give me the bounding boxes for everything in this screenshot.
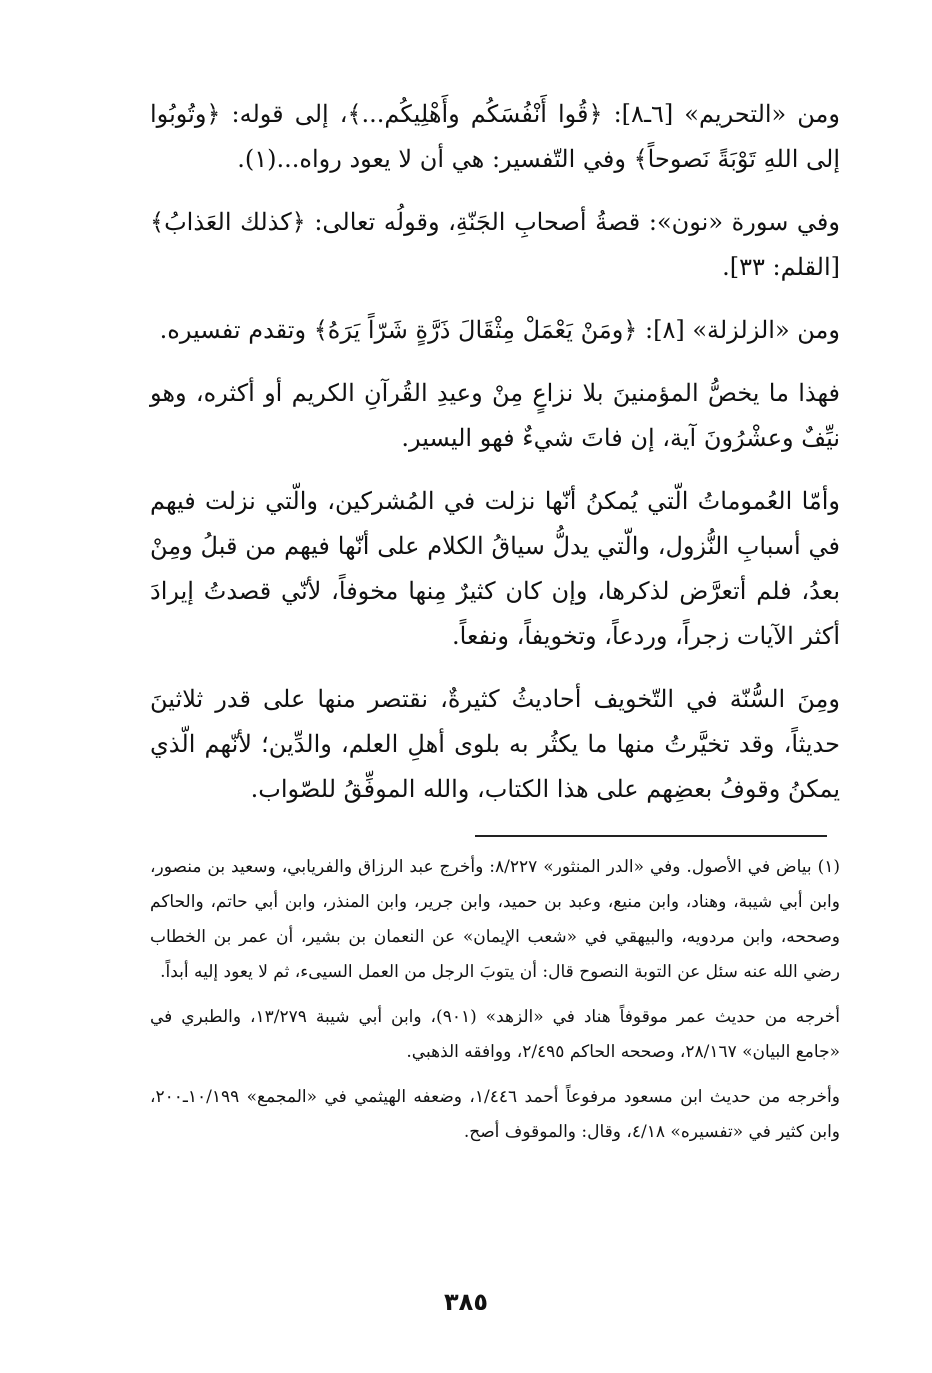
paragraph-sunnah: ومِنَ السُّنّة في التّخويف أحاديثُ كثيرةٌ، نقتصر منها على قدر ثلاثينَ حديثاً، وقد تخيَّرتُ منها ما يكثُر به بلوى أهلِ العلم، والدِّين؛ لأنّهم الّذي يمكنُ وقوفُ بعضِهم على هذا الكتاب، والله الموفِّقُ للصّواب. (150, 685, 840, 803)
paragraph-nun: وفي سورة «نون»: قصةُ أصحابِ الجَنّةِ، وقولُه تعالى: ﴿كذلك العَذابُ﴾ [القلم: ٣٣]. (150, 208, 840, 281)
footnotes (150, 850, 840, 1160)
footnote-1: (١) بياض في الأصول. وفي «الدر المنثور» ٨/٢٢٧: وأخرج عبد الرزاق والفريابي، وسعيد بن منصور، وابن أبي شيبة، وهناد، وابن منيع، وعبد بن حميد، وابن جرير، وابن المنذر، وابن أبي حاتم، والحاكم وصححه، وابن مردويه، والبيهقي في «شعب الإيمان» عن النعمان بن بشير، أن عمر بن الخطاب رضي الله عنه سئل عن التوبة النصوح قال: أن يتوبَ الرجل من العمل السيىء، ثم لا يعود إليه أبداً. (150, 857, 840, 982)
paragraph-generalities: وأمّا العُموماتُ الّتي يُمكنُ أنّها نزلت في المُشركين، والّتي نزلت فيهم في أسبابِ النُّزول، والّتي يدلُّ سياقُ الكلام على أنّها فيهم من قبلُ ومِنْ بعدُ، فلم أتعرَّض لذكرها، وإن كان كثيرٌ مِنها مخوفاً، لأنّي قصدتُ إيرادَ أكثر الآيات زجراً، وردعاً، وتخويفاً، ونفعاً. (150, 487, 840, 650)
paragraph-tahrim: ومن «التحريم» [٦ـ٨]: ﴿قُوا أَنْفُسَكُم وأَهْلِيكُم...﴾، إلى قوله: ﴿وتُوبُوا إلى اللهِ تَوْبَةً نَصوحاً﴾ وفي التّفسير: هي أن لا يعود رواه...(١). (150, 100, 840, 173)
main-text (150, 92, 840, 830)
page-number: ٣٨٥ (444, 1288, 488, 1316)
paragraph-summary: فهذا ما يخصُّ المؤمنينَ بلا نزاعٍ مِنْ وعيدِ القُرآنِ الكريم أو أكثره، وهو نيِّفٌ وعشْرُونَ آية، إن فاتَ شيءٌ فهو اليسير. (150, 379, 840, 452)
footnote-1-takhrij-umar: أخرجه من حديث عمر موقوفاً هناد في «الزهد» (٩٠١)، وابن أبي شيبة ١٣/٢٧٩، والطبري في «جامع البيان» ٢٨/١٦٧، وصححه الحاكم ٢/٤٩٥، ووافقه الذهبي. (150, 1007, 840, 1062)
footnote-1-takhrij-ibn-masud: وأخرجه من حديث ابن مسعود مرفوعاً أحمد ١/٤٤٦، وضعفه الهيثمي في «المجمع» ١٠/١٩٩ـ٢٠٠، وابن كثير في «تفسيره» ٤/١٨، وقال: والموقوف أصح. (150, 1087, 840, 1142)
footnote-separator (475, 835, 827, 837)
paragraph-zalzala: ومن «الزلزلة» [٨]: ﴿ومَنْ يَعْمَلْ مِثْقَالَ ذَرَّةٍ شَرّاً يَرَهُ﴾ وتقدم تفسيره. (159, 316, 840, 344)
